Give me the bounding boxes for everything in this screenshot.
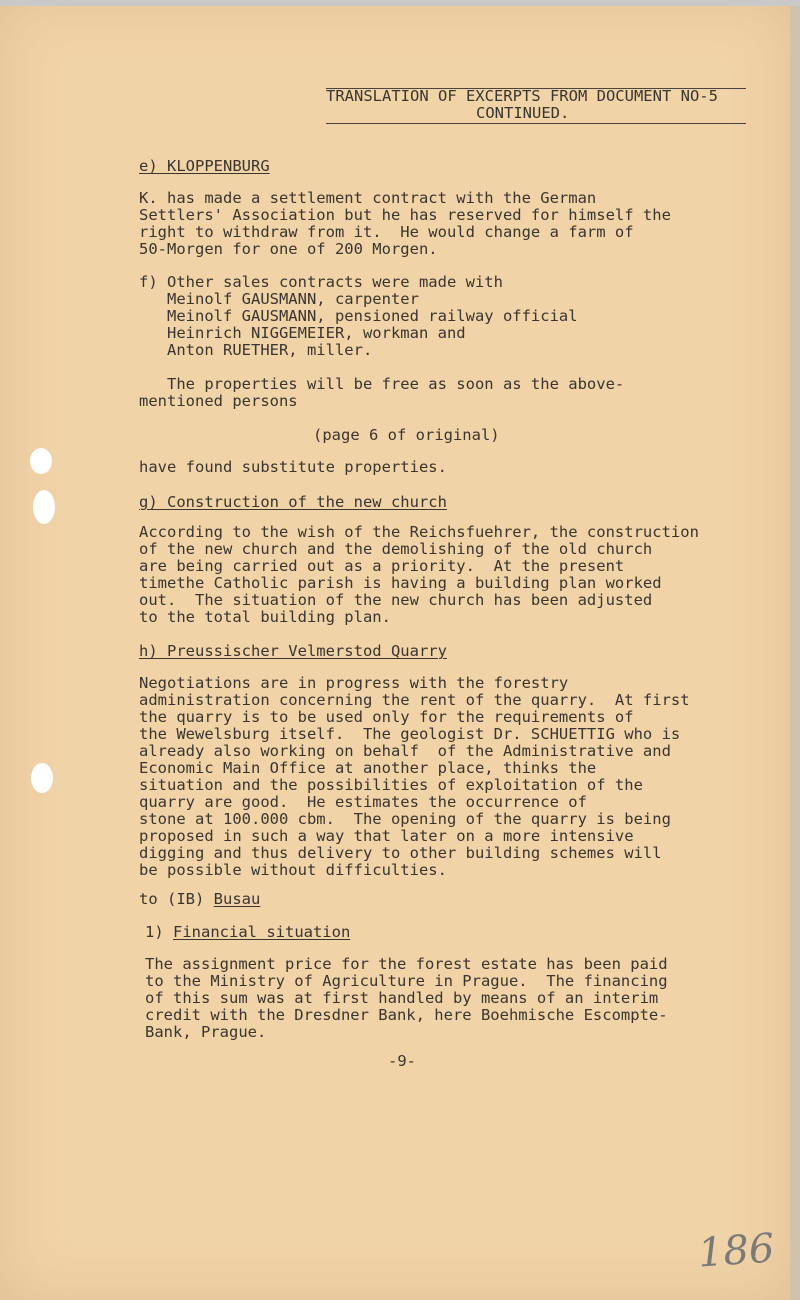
header-continued: CONTINUED. bbox=[476, 104, 570, 122]
header-title: TRANSLATION OF EXCERPTS FROM DOCUMENT NO-5 bbox=[326, 87, 718, 105]
section-e-heading: e) KLOPPENBURG bbox=[139, 157, 270, 175]
section-1-prefix: 1) bbox=[145, 923, 173, 941]
punch-hole bbox=[31, 763, 53, 793]
section-f-body-continued: The properties will be free as soon as the above- mentioned persons bbox=[139, 375, 625, 410]
page-reference: (page 6 of original) bbox=[313, 426, 500, 444]
section-f-body-end: have found substitute properties. bbox=[139, 458, 447, 476]
section-ib-title: Busau bbox=[213, 890, 261, 908]
section-ib-heading bbox=[139, 891, 260, 908]
section-g-body: According to the wish of the Reichsfuehrer, the construction of the new church and the demolishing of the old church are being carried out as a priority. At the present timethe Catholic parish is having a building plan worked out. The situation of the new church has been adjusted to the total building plan. bbox=[139, 523, 699, 626]
section-ib-prefix: to (IB) bbox=[139, 890, 214, 908]
punch-hole bbox=[33, 490, 55, 524]
section-h-body: Negotiations are in progress with the forestry administration concerning the rent of the quarry. At first the quarry is to be used only for the requirements of the Wewelsburg itself. The geologist Dr. SCHUETTIG who is already also working on behalf of the Administrative and Economic Main Office at another place, thinks the situation and the possibilities of exploitation of the quarry are good. He estimates the occurrence of stone at 100.000 cbm. The opening of the quarry is being proposed in such a way that later on a more intensive digging and thus delivery to other building schemes will be possible without difficulties. bbox=[139, 674, 690, 879]
top-edge bbox=[0, 0, 800, 6]
page-number: -9- bbox=[388, 1052, 416, 1070]
section-h-heading: h) Preussischer Velmerstod Quarry bbox=[139, 642, 447, 660]
handwritten-folio-number: 186 bbox=[696, 1225, 776, 1277]
section-1-title: Financial situation bbox=[173, 923, 351, 941]
section-1-heading bbox=[145, 924, 350, 941]
section-e-body: K. has made a settlement contract with the German Settlers' Association but he has reserved for himself the right to withdraw from it. He would change a farm of 50-Morgen for one of 200 Morgen. bbox=[139, 189, 671, 258]
section-1-body: The assignment price for the forest estate has been paid to the Ministry of Agriculture in Prague. The financing of this sum was at first handled by means of an interim credit with the Dresdner Bank, here Boehmische Escompte- Bank, Prague. bbox=[145, 955, 668, 1041]
section-f-body: f) Other sales contracts were made with Meinolf GAUSMANN, carpenter Meinolf GAUSMANN, pensioned railway official Heinrich NIGGEMEIER, workman and Anton RUETHER, miller. bbox=[139, 273, 578, 359]
section-g-heading: g) Construction of the new church bbox=[139, 493, 447, 511]
punch-hole bbox=[30, 448, 52, 474]
header-rule bbox=[326, 123, 746, 124]
